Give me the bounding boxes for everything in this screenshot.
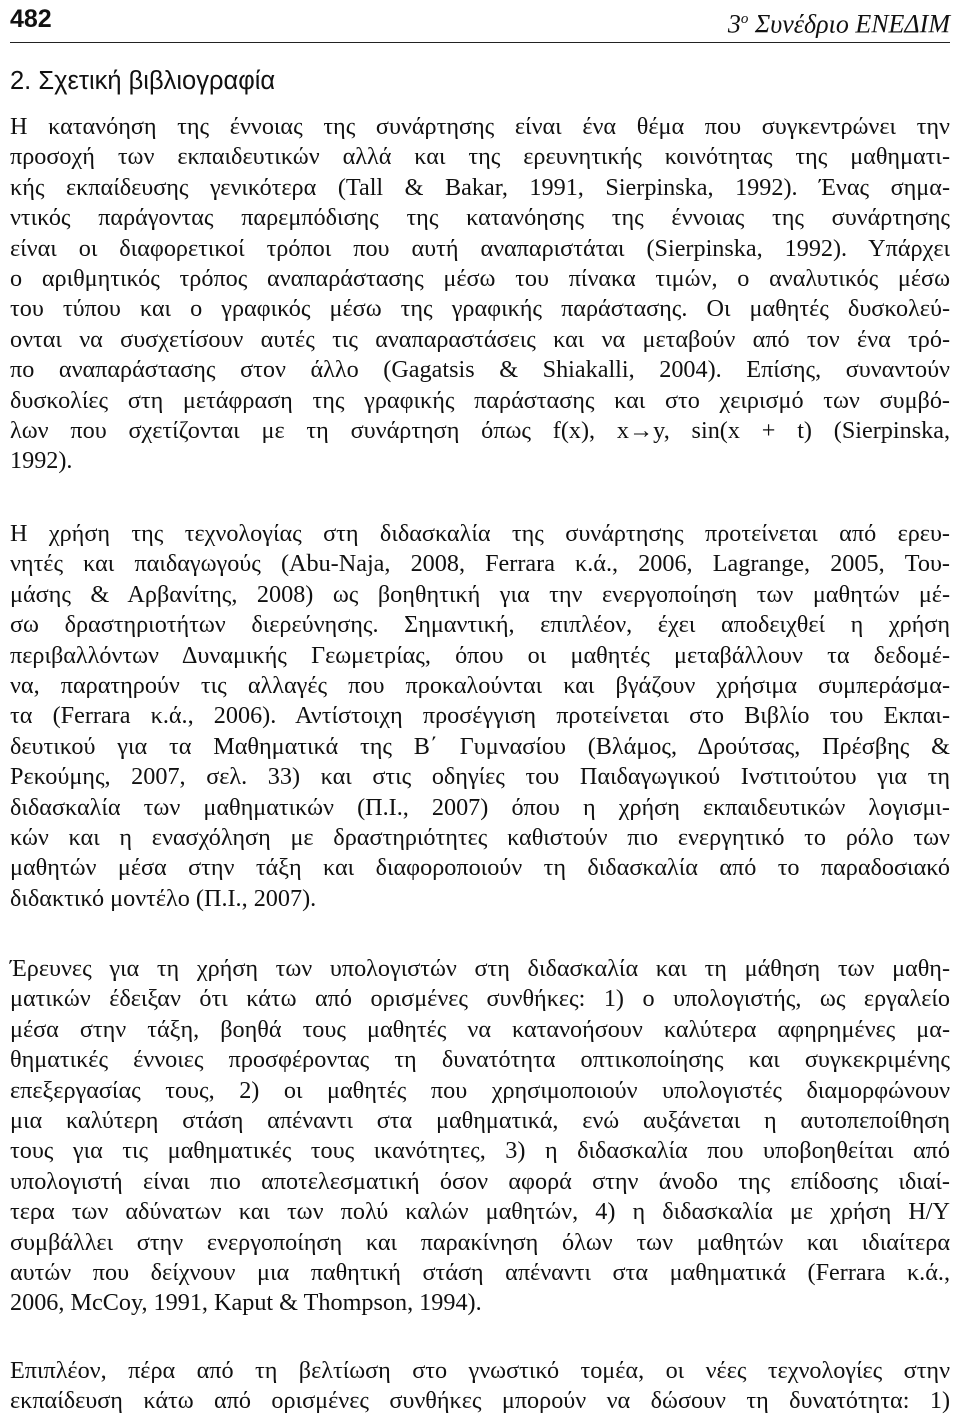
text-line: μάσης & Αρβανίτης, 2008) ως βοηθητική για την ενεργοποίηση των μαθητών μέ- (10, 580, 950, 608)
text-line: διδασκαλία των μαθηματικών (Π.Ι., 2007) όπου η χρήση εκπαιδευτικών λογισμι- (10, 793, 950, 821)
text-line: να, παρατηρούν τις αλλαγές που προκαλούνται και βγάζουν χρήσιμα συμπεράσμα- (10, 672, 950, 700)
text-line: αυτών που δείχνουν μια παθητική στάση απέναντι στα μαθηματικά (Ferrara κ.ά., (10, 1259, 950, 1287)
text-line: μια καλύτερη στάση απέναντι στα μαθηματικά, ενώ αυξάνεται η αυτοπεποίθηση (10, 1107, 950, 1135)
text-line: δευτικού για τα Μαθηματικά της Β΄ Γυμνασίου (Βλάμος, Δρούτσας, Πρέσβης & (10, 732, 950, 760)
text-line: Η κατανόηση της έννοιας της συνάρτησης είναι ένα θέμα που συγκεντρώνει την (10, 113, 950, 140)
header-divider (10, 42, 950, 43)
text-line: Επιπλέον, πέρα από τη βελτίωση στο γνωστικό τομέα, οι νέες τεχνολογίες στην (10, 1357, 950, 1384)
text-line: ο αριθμητικός τρόπος αναπαράστασης μέσω του πίνακα τιμών, ο αναλυτικός μέσω (10, 265, 950, 293)
text-line: είναι οι διαφορετικοί τρόποι που αυτή αναπαριστάται (Sierpinska, 1992). Υπάρχει (10, 234, 950, 262)
text-line: θηματικές έννοιες προσφέροντας τη δυνατότητα οπτικοποίησης και συγκεκριμένης (10, 1046, 950, 1074)
page-header (10, 2, 950, 40)
running-head-ordinal: 3 (727, 9, 741, 39)
section-title: 2. Σχετική βιβλιογραφία (10, 67, 276, 95)
text-line: νητές και παιδαγωγούς (Abu-Naja, 2008, Ferrara κ.ά., 2006, Lagrange, 2005, Του- (10, 550, 950, 578)
text-line: τερα των αδύνατων και των πολύ καλών μαθητών, 4) η διδασκαλία με χρήση Η/Υ (10, 1198, 950, 1226)
text-line: διδακτικό μοντέλο (Π.Ι., 2007). (10, 884, 317, 912)
text-line: μαθητών μέσα στην τάξη και διαφοροποιούν τη διδασκαλία από το παραδοσιακό (10, 854, 950, 882)
running-head-superscript: ο (740, 11, 749, 27)
text-line: 1992). (10, 447, 73, 475)
text-line: πο αναπαράστασης στον άλλο (Gagatsis & Shiakalli, 2004). Επίσης, συναντούν (10, 356, 950, 384)
text-line: Ρεκούμης, 2007, σελ. 33) και στις οδηγίες του Παιδαγωγικού Ινστιτούτου για τη (10, 763, 950, 791)
text-line: ματικών έδειξαν ότι κάτω από ορισμένες συνθήκες: 1) ο υπολογιστής, ως εργαλείο (10, 985, 950, 1013)
text-line: τους για τις μαθηματικές τους ικανότητες, 3) η διδασκαλία που υποβοηθείται από (10, 1137, 950, 1165)
text-line: επεξεργασίας τους, 2) οι μαθητές που χρησιμοποιούν υπολογιστές διαμορφώνουν (10, 1076, 950, 1104)
text-line: περιβαλλόντων Δυναμικής Γεωμετρίας, όπου οι μαθητές μεταβάλλουν τα δεδομέ- (10, 641, 950, 669)
paragraph-4 (10, 1356, 950, 1417)
paragraph-2 (10, 519, 950, 914)
paragraph-1 (10, 112, 950, 477)
text-line: Έρευνες για τη χρήση των υπολογιστών στη διδασκαλία και τη μάθηση των μαθη- (10, 955, 950, 982)
paragraph-3 (10, 954, 950, 1319)
text-line: ντικός παράγοντας παρεμπόδισης της κατανόησης της έννοιας της συνάρτησης (10, 204, 950, 232)
page-number: 482 (10, 5, 52, 33)
text-line: ονται να συσχετίσουν αυτές τις αναπαραστάσεις και να μεταβούν από τον ένα τρό- (10, 325, 950, 353)
text-line: κής εκπαίδευσης γενικότερα (Tall & Bakar, 1991, Sierpinska, 1992). Ένας σημα- (10, 173, 950, 201)
text-line: τα (Ferrara κ.ά., 2006). Αντίστοιχη προσέγγιση προτείνεται στο Βιβλίο του Εκπαι- (10, 702, 950, 730)
text-line: εκπαίδευση κάτω από ορισμένες συνθήκες μπορούν να δώσουν τη δυνατότητα: 1) (10, 1387, 950, 1415)
text-line: λων που σχετίζονται με τη συνάρτηση όπως f(x), x→y, sin(x + t) (Sierpinska, (10, 417, 950, 445)
text-line: του τύπου και ο γραφικός μέσω της γραφικής παράστασης. Οι μαθητές δυσκολεύ- (10, 295, 950, 323)
running-head-text: Συνέδριο ΕΝΕΔΙΜ (748, 9, 950, 39)
text-line: υπολογιστή είναι πιο αποτελεσματική όσον αφορά στην άνοδο της επίδοσης ιδιαί- (10, 1167, 950, 1195)
text-line: Η χρήση της τεχνολογίας στη διδασκαλία της συνάρτησης προτείνεται από ερευ- (10, 520, 950, 547)
text-line: σω δραστηριοτήτων διερεύνησης. Σημαντική, επιπλέον, έχει αποδειχθεί η χρήση (10, 611, 950, 639)
text-line: συμβάλλει στην ενεργοποίηση και παρακίνηση όλων των μαθητών και ιδιαίτερα (10, 1228, 950, 1256)
running-head (728, 2, 950, 42)
text-line: δυσκολίες στη μετάφραση της γραφικής παράστασης και στο χειρισμό των συμβό- (10, 386, 950, 414)
text-line: προσοχή των εκπαιδευτικών αλλά και της ερευνητικής κοινότητας της μαθηματι- (10, 143, 950, 171)
text-line: κών και η ενασχόληση με δραστηριότητες καθιστούν πιο ενεργητικό το ρόλο των (10, 824, 950, 852)
text-line: 2006, McCoy, 1991, Kaput & Thompson, 1994). (10, 1289, 482, 1317)
text-line: μέσα στην τάξη, βοηθά τους μαθητές να κατανοήσουν καλύτερα αφηρημένες μα- (10, 1015, 950, 1043)
